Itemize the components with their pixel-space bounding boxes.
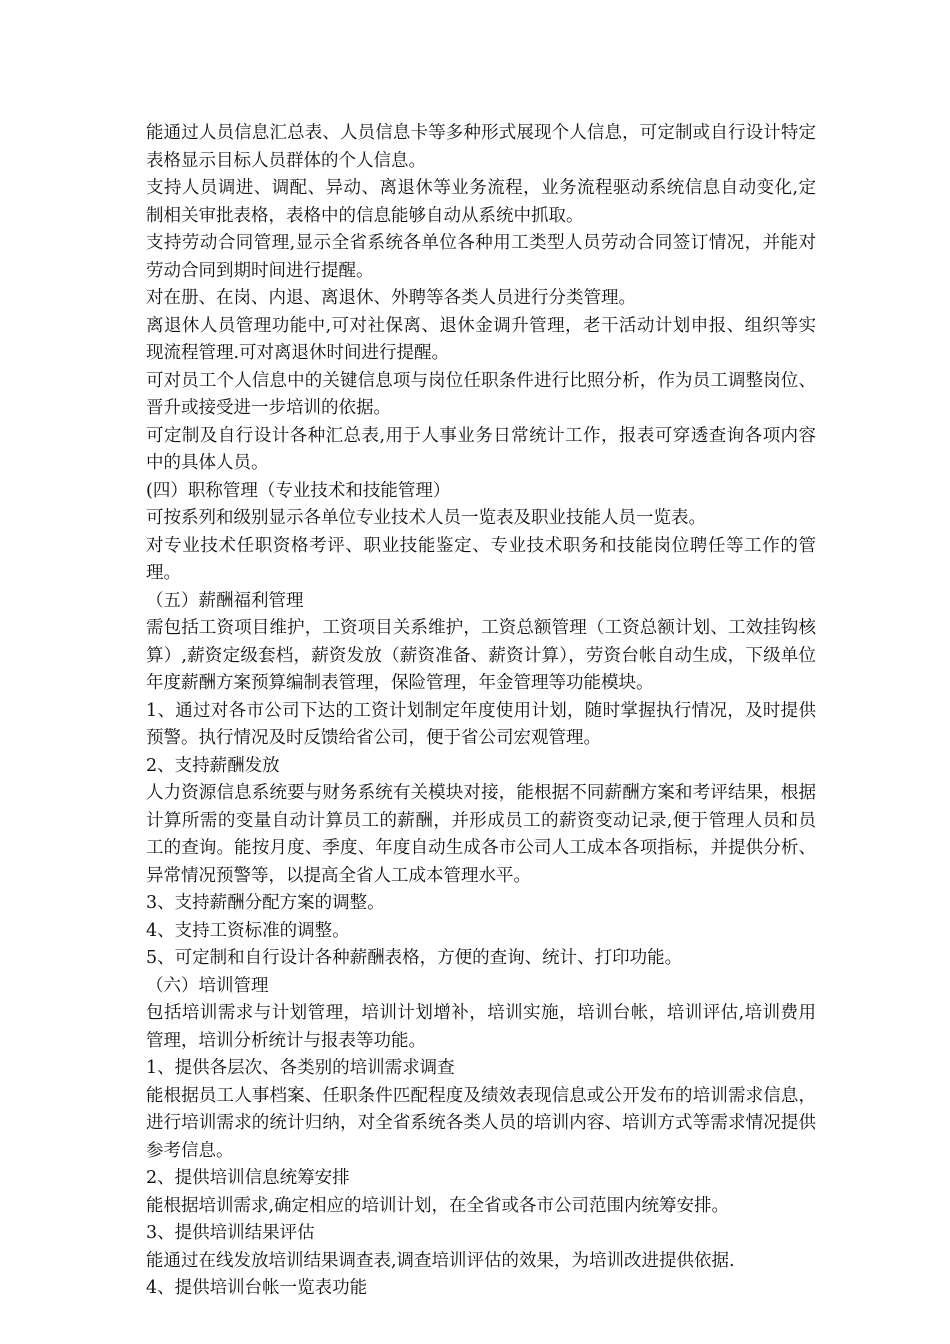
subheading-training-ledger: 4、提供培训台帐一览表功能 [146, 1278, 368, 1298]
subheading-training-arrangement: 2、提供培训信息统筹安排 [146, 1168, 350, 1188]
paragraph-compensation-modules: 需包括工资项目维护，工资项目关系维护，工资总额管理（工资总额计划、工效挂钩核算）,薪资定级套档，薪资发放（薪资准备、薪资计算），劳资台帐自动生成，下级单位年度薪酬方案预算编制表管理，保险管理，年金管理等功能模块。 [146, 618, 816, 693]
list-item-wage-standard: 4、支持工资标准的调整。 [146, 920, 350, 941]
paragraph-salary-plan: 1、通过对各市公司下达的工资计划制定年度使用计划，随时掌握执行情况，及时提供预警。执行情况及时反馈给省公司，便于省公司宏观管理。 [146, 700, 816, 748]
list-item-salary-forms: 5、可定制和自行设计各种薪酬表格，方便的查询、统计、打印功能。 [146, 948, 683, 968]
paragraph-training-evaluation: 能通过在线发放培训结果调查表,调查培训评估的效果，为培训改进提供依据. [146, 1250, 735, 1271]
paragraph-qualification-management: 对专业技术任职资格考评、职业技能鉴定、专业技术职务和技能岗位聘任等工作的管理。 [146, 535, 816, 583]
section-heading-title-management: (四）职称管理（专业技术和技能管理） [146, 480, 451, 501]
section-heading-training: （六）培训管理 [146, 975, 269, 996]
subheading-training-evaluation: 3、提供培训结果评估 [146, 1223, 315, 1243]
paragraph-training-arrangement: 能根据培训需求,确定相应的培训计划，在全省或各市公司范围内统筹安排。 [146, 1195, 730, 1216]
section-heading-compensation: （五）薪酬福利管理 [146, 590, 304, 611]
paragraph-retiree-management: 离退休人员管理功能中,可对社保离、退休金调升管理，老干活动计划申报、组织等实现流程管理.可对离退休时间进行提醒。 [146, 315, 816, 363]
paragraph-training-scope: 包括培训需求与计划管理，培训计划增补，培训实施，培训台帐，培训评估,培训费用管理，培训分析统计与报表等功能。 [146, 1003, 816, 1051]
subheading-training-needs: 1、提供各层次、各类别的培训需求调查 [146, 1058, 455, 1078]
paragraph-labor-contract: 支持劳动合同管理,显示全省系统各单位各种用工类型人员劳动合同签订情况，并能对劳动合同到期时间进行提醒。 [146, 233, 816, 281]
paragraph-training-needs: 能根据员工人事档案、任职条件匹配程度及绩效表现信息或公开发布的培训需求信息，进行培训需求的统计归纳，对全省系统各类人员的培训内容、培训方式等需求情况提供参考信息。 [146, 1085, 816, 1161]
paragraph-business-process: 支持人员调进、调配、异动、离退休等业务流程，业务流程驱动系统信息自动变化,定制相关审批表格，表格中的信息能够自动从系统中抓取。 [146, 178, 816, 226]
document-body [146, 120, 816, 1303]
subheading-salary-payment: 2、支持薪酬发放 [146, 755, 280, 776]
paragraph-finance-integration: 人力资源信息系统要与财务系统有关模块对接，能根据不同薪酬方案和考评结果，根据计算所需的变量自动计算员工的薪酬，并形成员工的薪资变动记录,便于管理人员和员工的查询。能按月度、季度、年度自动生成各市公司人工成本各项指标，并提供分析、异常情况预警等，以提高全省人工成本管理水平。 [146, 783, 816, 886]
paragraph-technical-staff-list: 可按系列和级别显示各单位专业技术人员一览表及职业技能人员一览表。 [146, 508, 706, 528]
paragraph-staff-classification: 对在册、在岗、内退、离退休、外聘等各类人员进行分类管理。 [146, 288, 636, 308]
list-item-salary-scheme: 3、支持薪酬分配方案的调整。 [146, 893, 385, 913]
paragraph-summary-reports: 可定制及自行设计各种汇总表,用于人事业务日常统计工作，报表可穿透查询各项内容中的具体人员。 [146, 425, 816, 473]
paragraph-personal-info-display: 能通过人员信息汇总表、人员信息卡等多种形式展现个人信息，可定制或自行设计特定表格显示目标人员群体的个人信息。 [146, 123, 816, 171]
paragraph-position-comparison: 可对员工个人信息中的关键信息项与岗位任职条件进行比照分析，作为员工调整岗位、晋升或接受进一步培训的依据。 [146, 370, 816, 418]
